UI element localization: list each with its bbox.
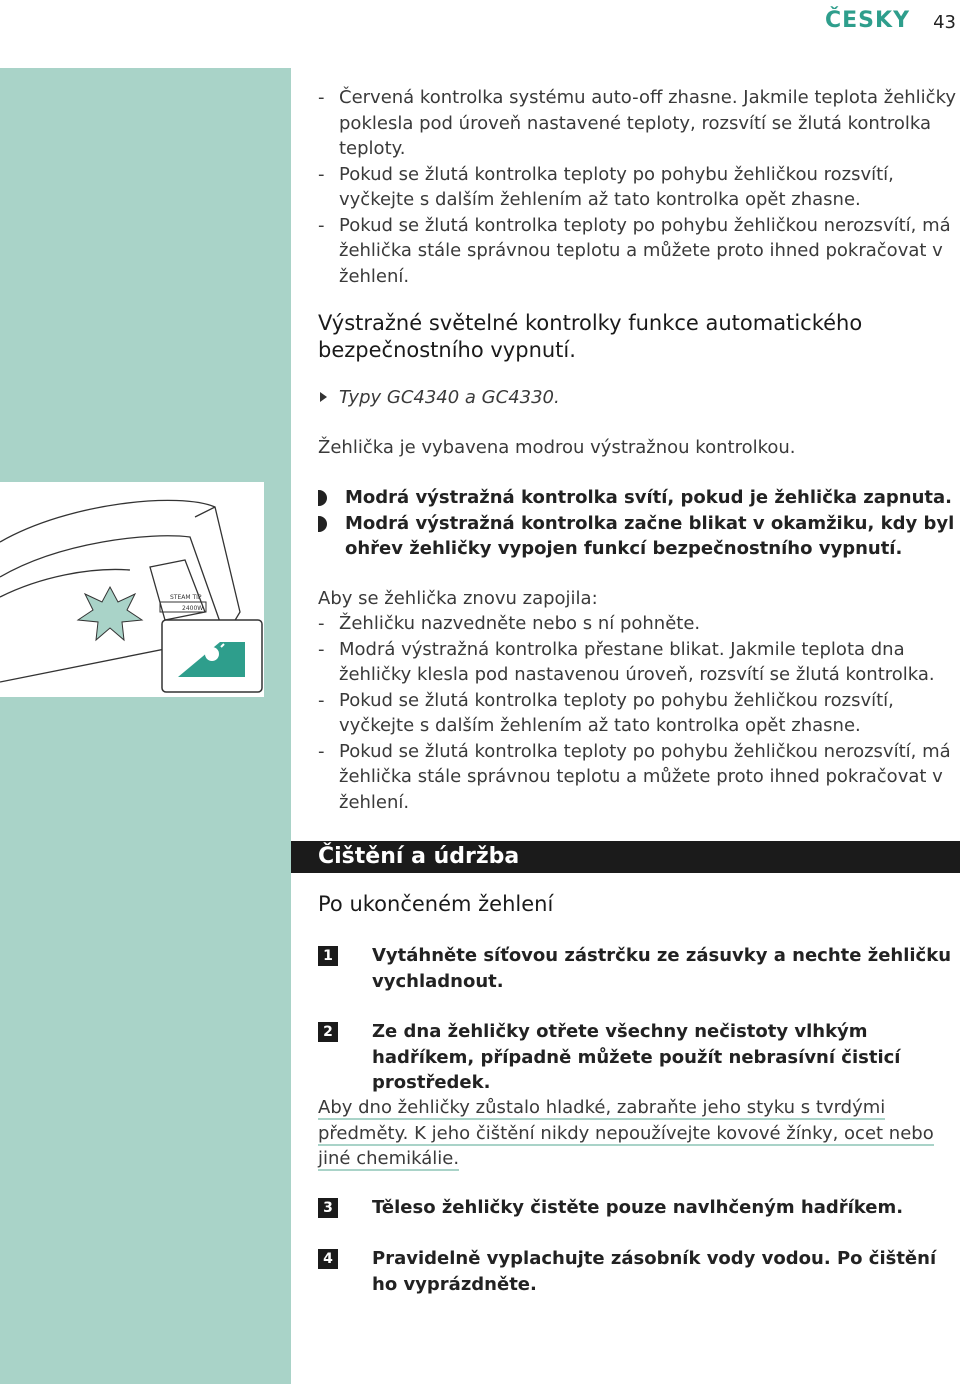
list-item: - Pokud se žlutá kontrolka teploty po pohybu žehličkou rozsvítí, vyčkejte s dalším žehlením až tato kontrolka opět zhasne.	[318, 689, 894, 736]
power-label: 2400W	[182, 605, 204, 612]
step-2: 2 Ze dna žehličky otřete všechny nečistoty vlhkým hadříkem, případně můžete použít nebrasívní čisticí prostředek.	[318, 1019, 958, 1096]
language-label: ČESKY	[825, 8, 910, 33]
bullet-list	[318, 485, 958, 562]
step-1: 1 Vytáhněte síťovou zástrčku ze zásuvky a nechte žehličku vychladnout.	[318, 943, 958, 994]
step-number: 4	[318, 1249, 338, 1269]
list-item: - Modrá výstražná kontrolka přestane blikat. Jakmile teplota dna žehličky klesla pod nastavenou úroveň, rozsvítí se žlutá kontrolka.	[318, 638, 935, 685]
step-number: 3	[318, 1198, 338, 1218]
step-number: 2	[318, 1022, 338, 1042]
main-content	[318, 85, 958, 815]
step-4: 4 Pravidelně vyplachujte zásobník vody vodou. Po čištění ho vyprázdněte.	[318, 1246, 958, 1297]
list-item: - Pokud se žlutá kontrolka teploty po pohybu žehličkou nerozsvítí, má žehlička stále správnou teplotu a můžete proto ihned pokračovat v žehlení.	[318, 214, 951, 287]
section-title: Čištění a údržba	[318, 844, 520, 869]
cleaning-note: Aby dno žehličky zůstalo hladké, zabraňte jeho styku s tvrdými předměty. K jeho čištění nikdy nepoužívejte kovové žínky, ocet nebo jiné chemikálie.	[318, 1097, 934, 1169]
reactivate-intro: Aby se žehlička znovu zapojila:	[318, 587, 598, 609]
step-number: 1	[318, 946, 338, 966]
equipped-text: Žehlička je vybavena modrou výstražnou kontrolkou.	[318, 436, 796, 458]
safety-heading: Výstražné světelné kontrolky funkce automatického bezpečnostního vypnutí.	[318, 311, 863, 362]
list-item: Modrá výstražná kontrolka svítí, pokud je žehlička zapnuta.	[318, 485, 958, 511]
steam-tip-label: STEAM TIP	[170, 594, 202, 601]
half-circle-bullet-icon	[318, 516, 327, 532]
models-note: Typy GC4340 a GC4330.	[318, 385, 958, 411]
half-circle-bullet-icon	[318, 490, 327, 506]
sidebar-band	[0, 68, 291, 1384]
page-number: 43	[933, 12, 956, 33]
auto-off-light-icon	[162, 620, 262, 692]
list-item: Modrá výstražná kontrolka začne blikat v okamžiku, kdy byl ohřev žehličky vypojen funkcí bezpečnostního vypnutí.	[318, 511, 958, 562]
list-item: - Pokud se žlutá kontrolka teploty po pohybu žehličkou nerozsvítí, má žehlička stále správnou teplotu a můžete proto ihned pokračovat v žehlení.	[318, 740, 951, 813]
list-item: - Červená kontrolka systému auto-off zhasne. Jakmile teplota žehličky poklesla pod úroveň nastavené teploty, rozsvítí se žlutá kontrolka teploty.	[318, 87, 957, 159]
step-3: 3 Těleso žehličky čistěte pouze navlhčeným hadříkem.	[318, 1195, 958, 1221]
iron-illustration	[0, 482, 264, 697]
list-item: - Pokud se žlutá kontrolka teploty po pohybu žehličkou rozsvítí, vyčkejte s dalším žehlením až tato kontrolka opět zhasne.	[318, 163, 894, 210]
list-item: - Žehličku nazvedněte nebo s ní pohněte.	[318, 613, 701, 634]
triangle-bullet-icon	[320, 392, 327, 402]
cleaning-subheading: Po ukončeném žehlení	[318, 892, 554, 916]
